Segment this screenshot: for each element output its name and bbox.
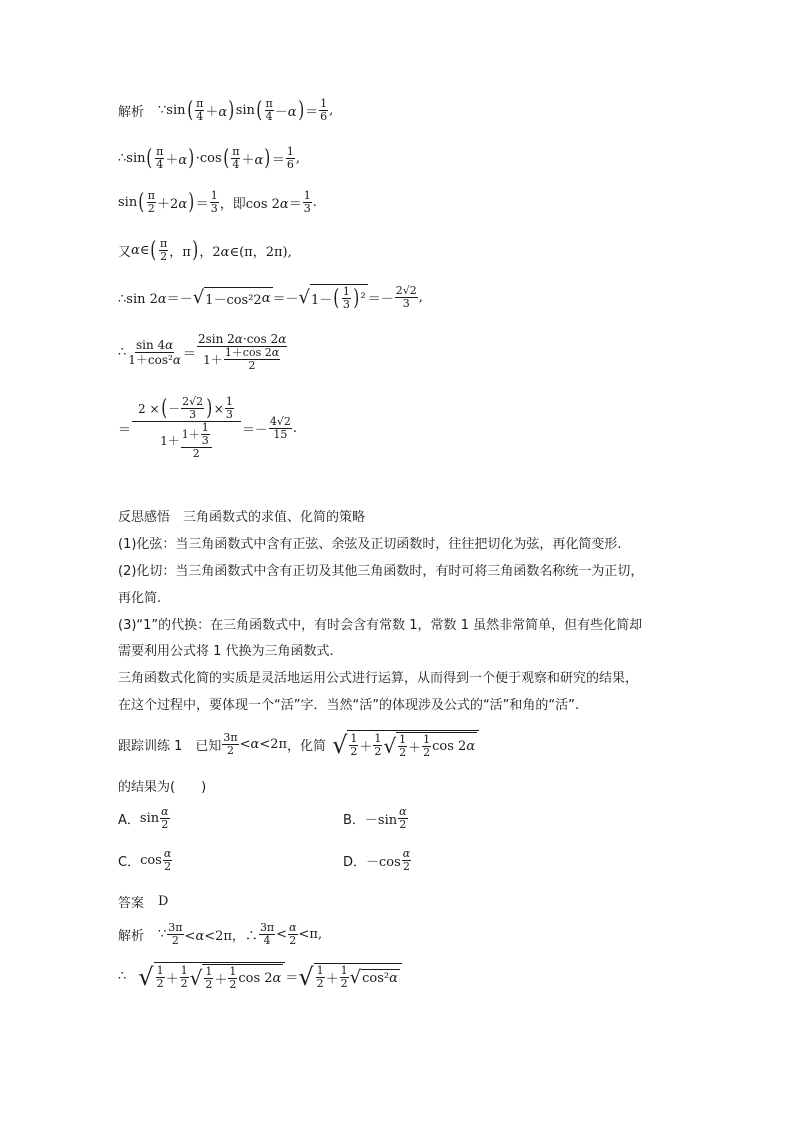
option-a[interactable]: A． sin α 2 [118,805,169,831]
solution-line-6: ∴ sin 4α 1＋cos²α ＝ 2sin 2α·cos 2α 1＋ 1＋cos 2α 2 [118,332,287,372]
reflection-point-3b: 需要利用公式将 1 代换为三角函数式. [118,644,334,659]
reflection-point-1: (1)化弦：当三角函数式中含有正弦、余弦及正切函数时，往往把切化为弦，再化简变形. [118,537,622,552]
reflection-summary-b: 在这个过程中，要体现一个“活”字．当然“活”的体现涉及公式的“活”和角的“活”. [118,698,580,713]
solution2-line-2: ∴ √ 1 2 ＋ 1 2 √ 1 2 ＋ 1 2 cos 2 α ＝ √ 1 2 ＋ 1 2 √ cos² α [118,962,402,991]
exercise-label: 跟踪训练 1 已知 [118,739,222,754]
solution-line-1: 解析 ∵sin ( π 4 ＋α ) sin ( π 4 －α ) ＝ 1 6 , [118,97,334,123]
solution2-line-1: 解析 ∵ 3π 2 <α<2π，∴ 3π 4 < α 2 <π, [118,921,323,947]
solution-line-3: sin ( π 2 ＋2α ) ＝ 1 3 ，即 cos 2α＝ 1 3 . [118,189,317,215]
reflection-point-2b: 再化简. [118,591,162,606]
solution-line-5: ∴sin 2α＝－ √ 1－cos²2 α ＝－ √ 1－ ( 1 3 ) ² ＝－ 2√2 3 , [118,284,423,311]
option-d[interactable]: D． －cos α 2 [343,847,411,873]
reflection-heading: 反思感悟 三角函数式的求值、化简的策略 [118,510,366,525]
reflection-summary-a: 三角函数式化简的实质是灵活地运用公式进行运算，从而得到一个便于观察和研究的结果， [118,671,639,686]
solution-label: 解析 [118,105,145,120]
exercise-line: 跟踪训练 1 已知 3π 2 <α<2π ，化简 √ 1 2 ＋ 1 2 √ 1 2 ＋ 1 2 cos 2 α [118,730,479,759]
reflection-point-2a: (2)化切：当三角函数式中含有正切及其他三角函数时，有时可将三角函数名称统一为正切， [118,564,644,579]
answer-value: D [158,894,169,909]
solution2-label: 解析 [118,929,145,944]
answer-label: 答案 [118,896,145,911]
option-b[interactable]: B． －sin α 2 [343,805,407,831]
solution-line-2: ∴sin ( π 4 ＋α ) ·cos ( π 4 ＋α ) ＝ 1 6 , [118,145,300,171]
exercise-tail: 的结果为( ) [118,780,207,795]
solution-line-4: 又 α∈ ( π 2 ，π ) ，2α∈(π，2π), [118,237,292,263]
answer-line [118,892,168,911]
option-c[interactable]: C． cos α 2 [118,847,172,873]
solution-line-7: ＝ 2 × ( － 2√2 3 ) × 1 3 1＋ 1＋ 1 3 2 ＝－ 4√2 15 . [118,395,297,460]
reflection-point-3a: (3)“1”的代换：在三角函数式中，有时会含有常数 1，常数 1 虽然非常简单，但有些化简却 [118,618,643,633]
